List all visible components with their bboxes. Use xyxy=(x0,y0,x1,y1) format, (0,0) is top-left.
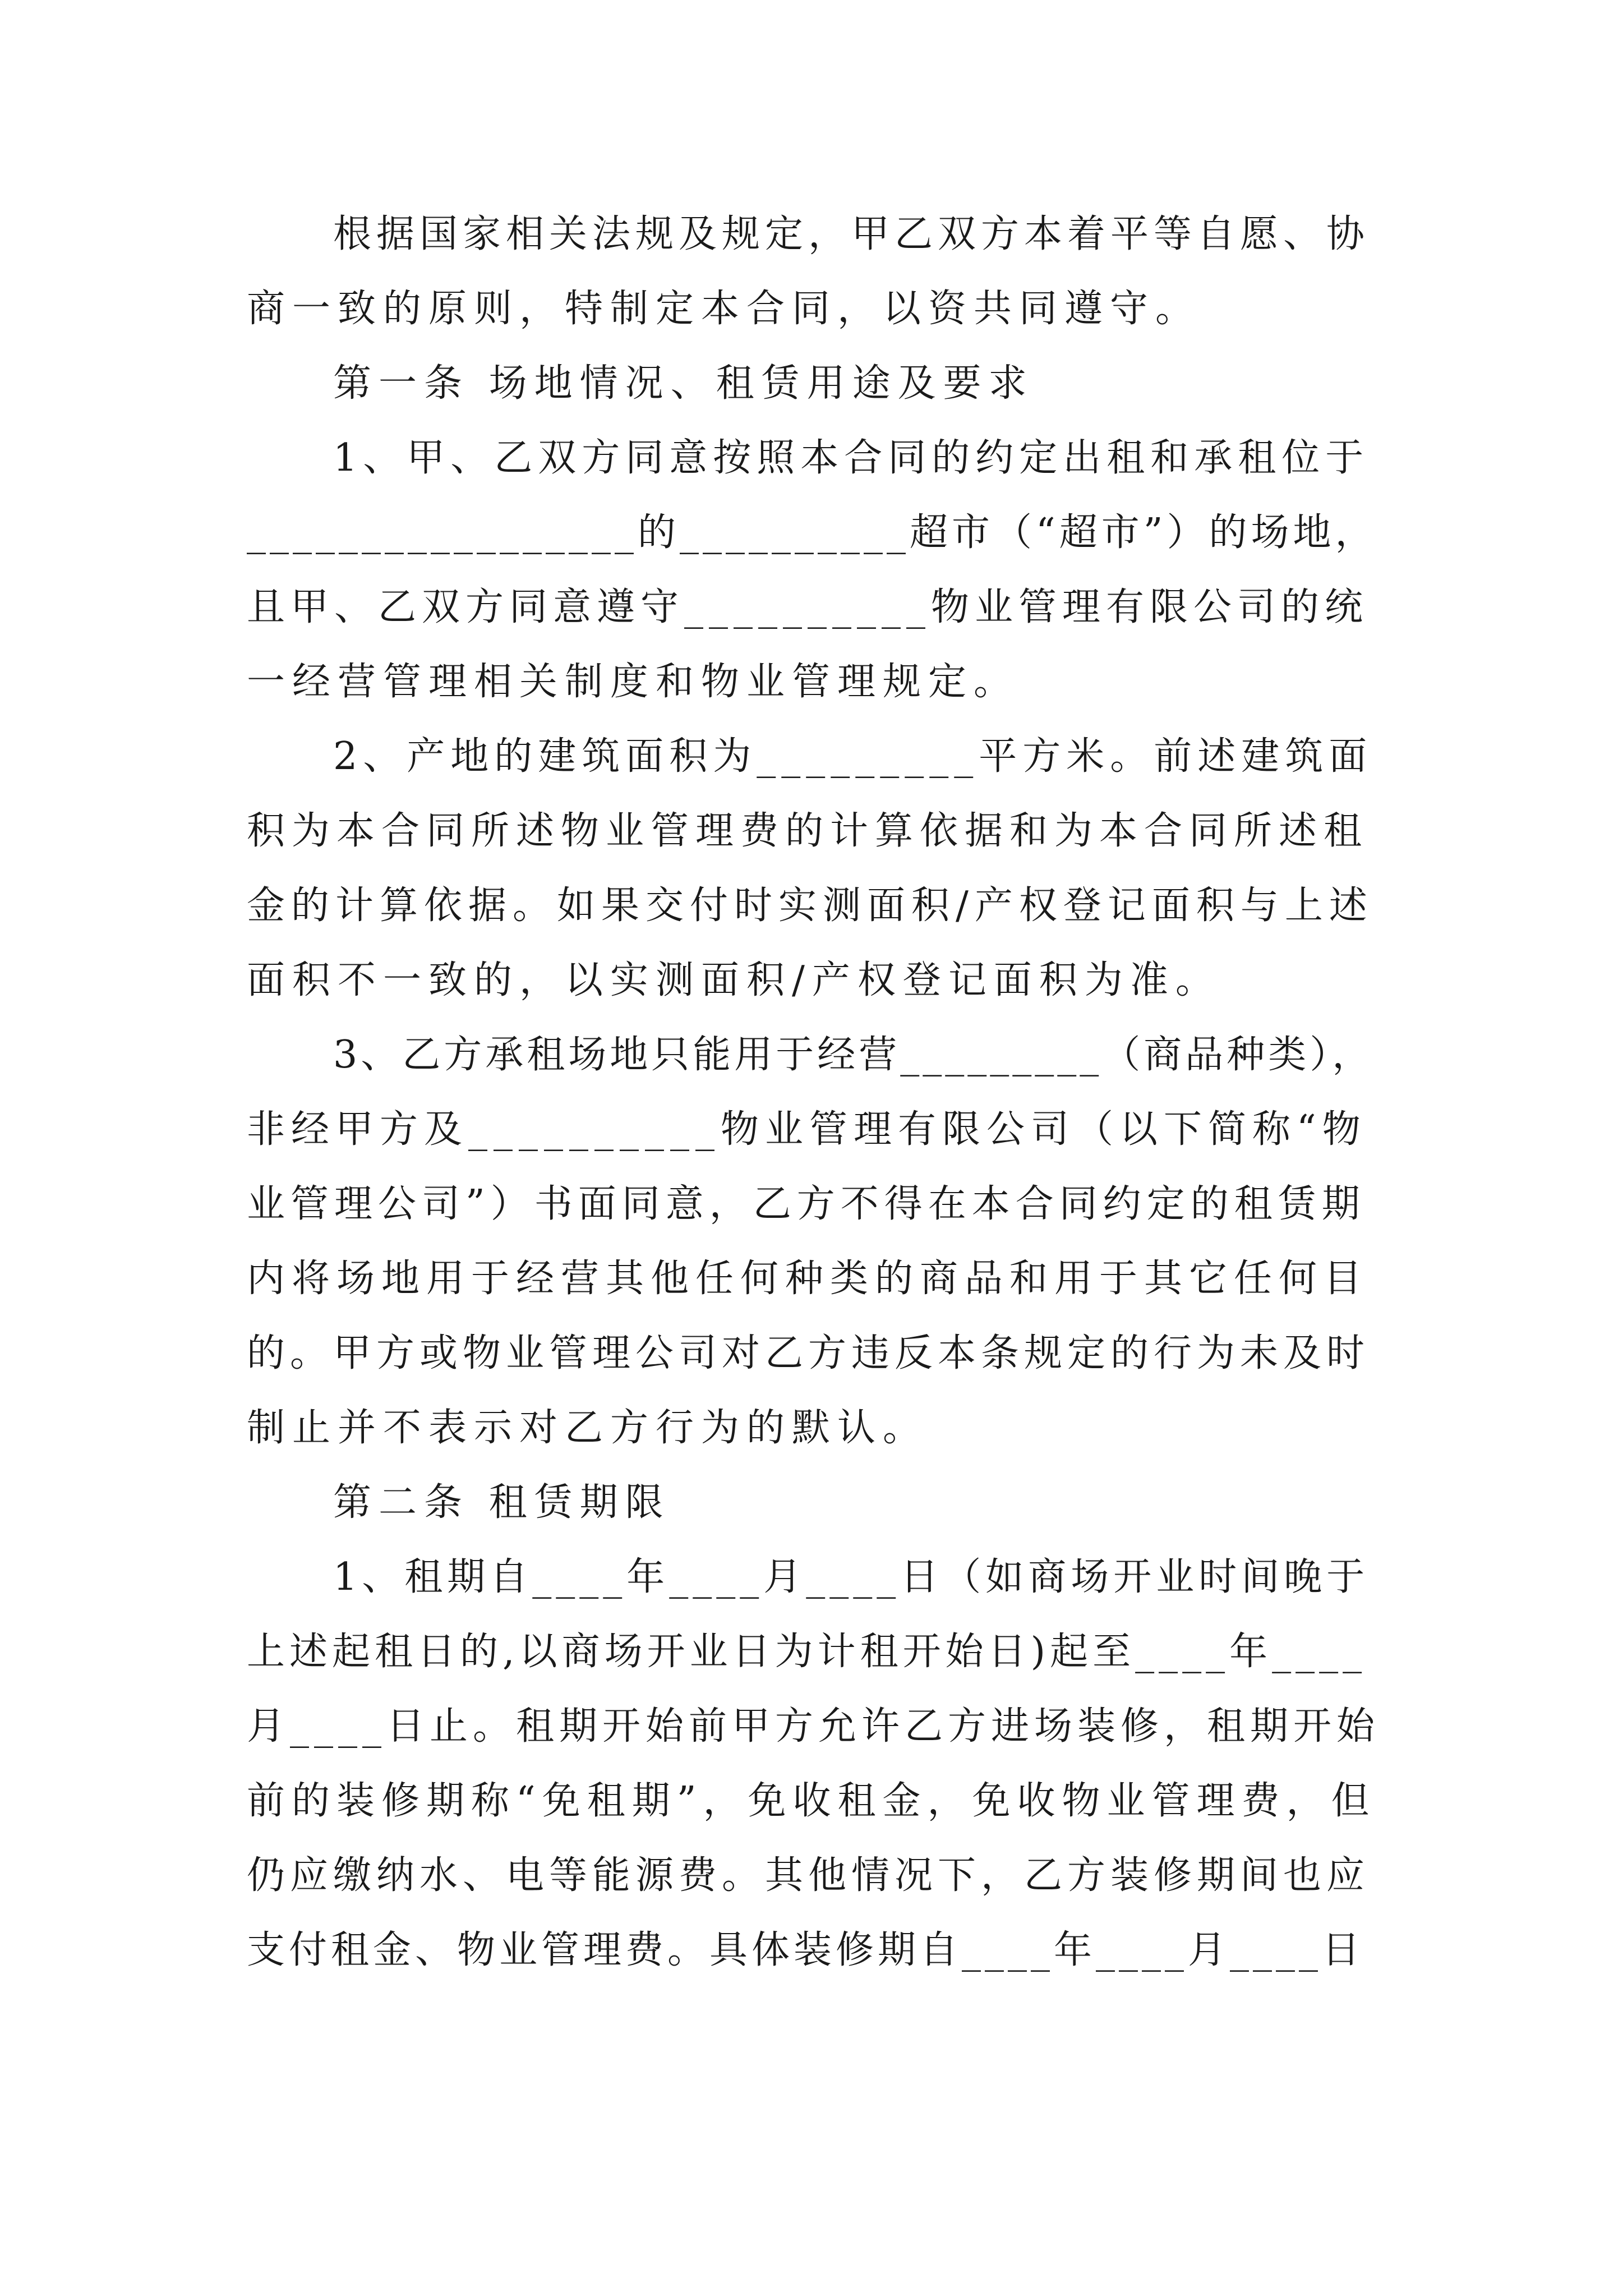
contract-preamble-line-1: 根据国家相关法规及规定，甲乙双方本着平等自愿、协 xyxy=(333,212,1370,256)
article-1-clause-1-line-2: _________________的__________超市（“超市”）的场地， xyxy=(247,510,1377,555)
article-1-clause-3-line-5: 的。甲方或物业管理公司对乙方违反本条规定的行为未及时 xyxy=(247,1331,1370,1375)
article-2-clause-1-line-4: 前的装修期称“免租期”，免收租金，免收物业管理费，但 xyxy=(247,1779,1376,1823)
article-1-clause-2-line-1: 2、产地的建筑面积为_________平方米。前述建筑面 xyxy=(333,734,1373,779)
article-2-clause-1-line-6: 支付租金、物业管理费。具体装修期自____年____月____日 xyxy=(247,1928,1364,1972)
article-1-clause-2-line-3: 金的计算依据。如果交付时实测面积/产权登记面积与上述 xyxy=(247,884,1373,928)
article-1-clause-2-line-2: 积为本合同所述物业管理费的计算依据和为本合同所述租 xyxy=(247,809,1369,853)
article-1-clause-1-line-4: 一经营管理相关制度和物业管理规定。 xyxy=(247,660,1020,704)
article-2-clause-1-line-5: 仍应缴纳水、电等能源费。其他情况下，乙方装修期间也应 xyxy=(247,1853,1370,1898)
article-1-heading: 第一条 场地情况、租赁用途及要求 xyxy=(333,361,1034,406)
article-2-clause-1-line-1: 1、租期自____年____月____日（如商场开业时间晚于 xyxy=(333,1555,1370,1599)
article-1-clause-3-line-3: 业管理公司”）书面同意，乙方不得在本合同约定的租赁期 xyxy=(247,1182,1366,1226)
article-2-clause-1-line-3: 月____日止。租期开始前甲方允许乙方进场装修，租期开始 xyxy=(247,1704,1380,1749)
article-1-clause-3-line-4: 内将场地用于经营其他任何种类的商品和用于其它任何目 xyxy=(247,1257,1369,1301)
article-1-clause-1-line-1: 1、甲、乙双方同意按照本合同的约定出租和承租位于 xyxy=(333,436,1370,480)
article-1-clause-2-line-4: 面积不一致的，以实测面积/产权登记面积为准。 xyxy=(247,958,1221,1002)
article-2-heading: 第二条 租赁期限 xyxy=(333,1480,671,1525)
article-1-clause-1-line-3: 且甲、乙双方同意遵守__________物业管理有限公司的统 xyxy=(247,585,1369,629)
article-1-clause-3-line-1: 3、乙方承租场地只能用于经营_________（商品种类）， xyxy=(333,1033,1374,1077)
article-1-clause-3-line-2: 非经甲方及__________物业管理有限公司（以下简称“物 xyxy=(247,1107,1367,1152)
article-1-clause-3-line-6: 制止并不表示对乙方行为的默认。 xyxy=(247,1406,929,1450)
article-2-clause-1-line-2: 上述起租日的,以商场开业日为计租开始日)起至____年____ xyxy=(247,1630,1367,1674)
contract-preamble-line-2: 商一致的原则，特制定本合同，以资共同遵守。 xyxy=(247,287,1201,331)
